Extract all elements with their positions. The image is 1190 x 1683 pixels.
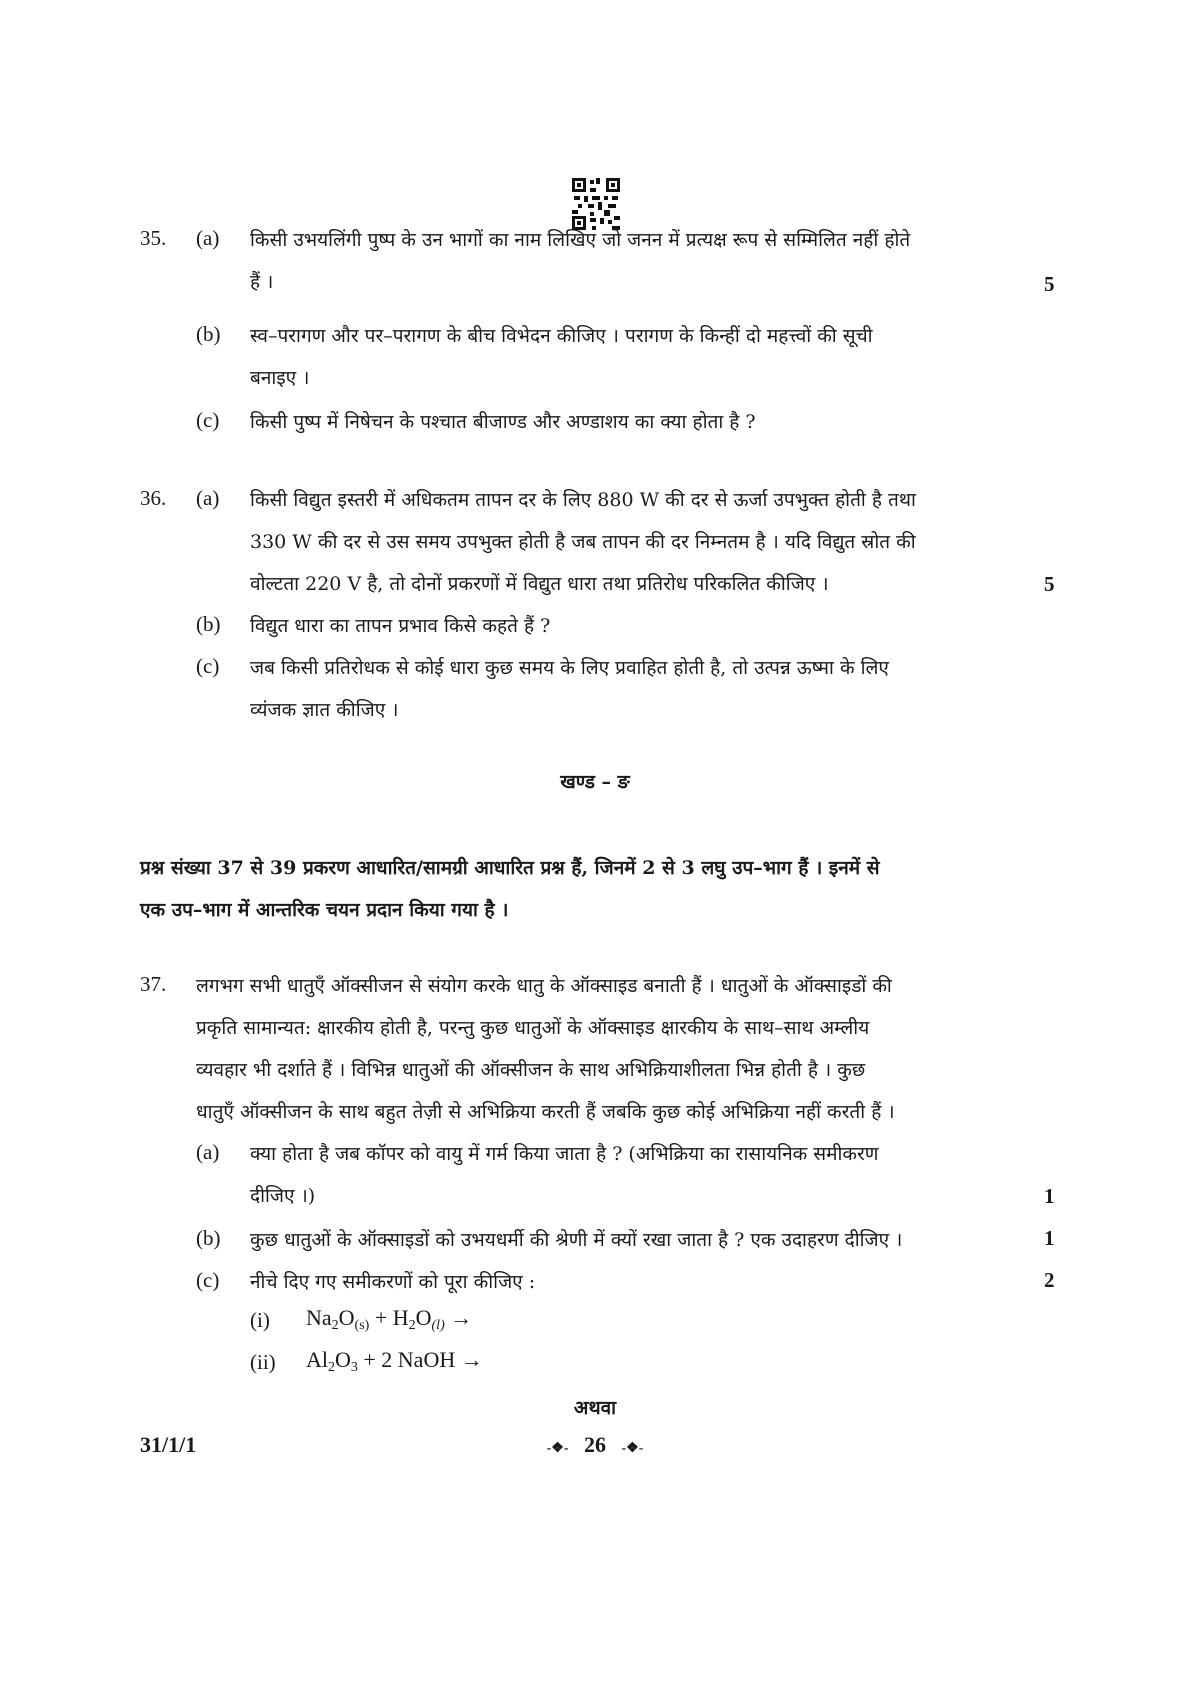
marks: 5 [1044,272,1055,296]
passage-text: धातुएँ ऑक्सीजन के साथ बहुत तेज़ी से अभिक्रिया करती हैं जबकि कुछ कोई अभिक्रिया नहीं करती हैं । [196,1101,895,1123]
question-text: 330 W की दर से उस समय उपभुक्त होती है जब तापन की दर निम्नतम है । यदि विद्युत स्रोत की [250,531,916,553]
passage-text: व्यवहार भी दर्शाते हैं । विभिन्न धातुओं की ऑक्सीजन के साथ अभिक्रियाशीलता भिन्न होती है । कुछ [196,1059,866,1081]
marks: 1 [1044,1226,1055,1250]
marks: 1 [1044,1184,1055,1208]
part-label: (b) [196,612,221,636]
or-separator: अथवा [573,1397,617,1419]
question-number: 37. [140,972,167,996]
part-label: (a) [196,1140,220,1164]
question-text: क्या होता है जब कॉपर को वायु में गर्म किया जाता है ? (अभिक्रिया का रासायनिक समीकरण [250,1143,879,1165]
question-text: किसी विद्युत इस्तरी में अधिकतम तापन दर के लिए 880 W की दर से ऊर्जा उपभुक्त होती है तथा [250,489,916,511]
chemical-equation-2: $Al_2O_3 + 2$ NaOH → [306,1347,483,1375]
question-text: वोल्टता 220 V है, तो दोनों प्रकरणों में विद्युत धारा तथा प्रतिरोध परिकलित कीजिए । [250,573,829,595]
passage-text: लगभग सभी धातुएँ ऑक्सीजन से संयोग करके धातु के ऑक्साइड बनाती हैं । धातुओं के ऑक्साइडों की [196,975,892,997]
question-text: व्यंजक ज्ञात कीजिए । [250,699,399,721]
part-label: (a) [196,226,220,250]
question-number: 35. [140,226,167,250]
question-text: जब किसी प्रतिरोधक से कोई धारा कुछ समय के लिए प्रवाहित होती है, तो उत्पन्न ऊष्मा के लिए [250,657,889,679]
part-label: (c) [196,408,220,432]
sub-part-label: (ii) [250,1350,276,1374]
page-number: -❖- 26 -❖- [546,1432,644,1457]
marks: 5 [1044,572,1055,596]
marks: 2 [1044,1268,1055,1292]
section-instruction: एक उप–भाग में आन्तरिक चयन प्रदान किया गया है । [140,899,509,921]
chemical-equation-1: $Na_2O_{(s)} + H_2O_{(l)}$ → [306,1305,473,1333]
part-label: (b) [196,1226,221,1250]
part-label: (c) [196,654,220,678]
question-text: किसी पुष्प में निषेचन के पश्चात बीजाण्ड और अण्डाशय का क्या होता है ? [250,411,756,433]
ornament-icon: -❖- [546,1441,569,1456]
question-text: स्व–परागण और पर–परागण के बीच विभेदन कीजिए । परागण के किन्हीं दो महत्त्वों की सूची [250,325,873,347]
sub-part-label: (i) [250,1308,270,1332]
question-text: हैं । [250,271,274,293]
question-number: 36. [140,486,167,510]
question-text: नीचे दिए गए समीकरणों को पूरा कीजिए : [250,1271,536,1293]
question-text: विद्युत धारा का तापन प्रभाव किसे कहते हैं ? [250,615,551,637]
ornament-icon: -❖- [621,1441,644,1456]
section-title: खण्ड – ङ [560,771,630,793]
question-text: कुछ धातुओं के ऑक्साइडों को उभयधर्मी की श्रेणी में क्यों रखा जाता है ? एक उदाहरण दीजिए । [250,1229,903,1251]
passage-text: प्रकृति सामान्यत: क्षारकीय होती है, परन्तु कुछ धातुओं के ऑक्साइड क्षारकीय के साथ–साथ अम्लीय [196,1017,870,1039]
qr-code-icon [572,178,620,230]
paper-code: 31/1/1 [140,1432,197,1457]
part-label: (a) [196,486,220,510]
section-instruction: प्रश्न संख्या 37 से 39 प्रकरण आधारित/सामग्री आधारित प्रश्न हैं, जिनमें 2 से 3 लघु उप–भाग हैं । इनमें से [140,857,880,879]
part-label: (b) [196,322,221,346]
part-label: (c) [196,1268,220,1292]
question-text: बनाइए । [250,367,310,389]
question-text: दीजिए ।) [250,1185,316,1207]
question-text: किसी उभयलिंगी पुष्प के उन भागों का नाम लिखिए जो जनन में प्रत्यक्ष रूप से सम्मिलित नहीं होते [250,229,911,251]
